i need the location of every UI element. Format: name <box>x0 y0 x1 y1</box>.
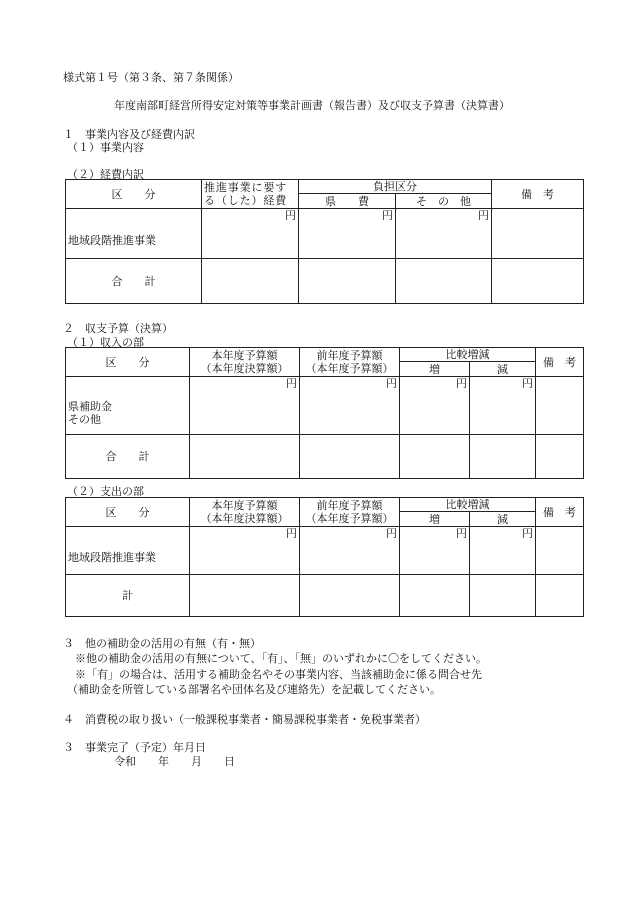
yen-cell: 円 <box>400 527 470 575</box>
yen-cell: 円 <box>299 209 396 259</box>
col-ken: 県 費 <box>299 194 396 209</box>
section3-note3: （補助金を所管している部署名や団体名及び連絡先）を記載してください。 <box>67 683 441 696</box>
total-label: 合 計 <box>66 259 202 304</box>
section5-heading: ３ 事業完了（予定）年月日 <box>63 741 206 754</box>
col-biko: 備 考 <box>536 348 584 377</box>
col-promo-cost: 推進事業に要する（した）経費 <box>202 180 299 209</box>
income-table <box>65 347 584 479</box>
empty-cell <box>470 435 536 479</box>
yen-cell: 円 <box>470 377 536 435</box>
col-this-line1: 本年度予算額 <box>211 499 278 512</box>
biko-cell <box>492 209 584 259</box>
yen-cell: 円 <box>300 527 400 575</box>
completion-date: 令和 年 月 日 <box>114 755 235 768</box>
biko-cell <box>536 527 584 575</box>
col-prev-line1: 前年度予算額 <box>316 349 383 362</box>
col-decrease: 減 <box>470 512 536 527</box>
row-label: 地域段階推進事業 <box>66 209 202 259</box>
col-biko: 備 考 <box>492 180 584 209</box>
empty-cell <box>470 575 536 617</box>
col-biko: 備 考 <box>536 498 584 527</box>
col-prev-line2: （本年度予算額） <box>305 362 394 375</box>
col-futan: 負担区分 <box>299 180 492 194</box>
col-increase: 増 <box>400 362 470 377</box>
col-compare: 比較増減 <box>400 498 536 512</box>
section3-note2: ※「有」の場合は、活用する補助金名やその事業内容、当該補助金に係る問合せ先 <box>75 668 482 681</box>
col-kubun: 区 分 <box>66 348 190 377</box>
col-prev-year <box>300 498 400 527</box>
section4-heading: ４ 消費税の取り扱い（一般課税事業者・簡易課税事業者・免税事業者） <box>63 713 426 726</box>
expense-table <box>65 497 584 617</box>
empty-cell <box>536 435 584 479</box>
yen-cell: 円 <box>400 377 470 435</box>
section1-sub2: （２）経費内訳 <box>67 168 144 181</box>
section3-note1: ※他の補助金の活用の有無について、「有」、「無」のいずれかに〇をしてください。 <box>75 652 488 665</box>
empty-cell <box>492 259 584 304</box>
col-prev-line1: 前年度予算額 <box>316 499 383 512</box>
section1-sub1: （１）事業内容 <box>67 141 144 154</box>
yen-cell: 円 <box>190 377 300 435</box>
yen-cell: 円 <box>190 527 300 575</box>
yen-cell: 円 <box>470 527 536 575</box>
expense-sub: （２）支出の部 <box>67 485 144 498</box>
col-decrease: 減 <box>470 362 536 377</box>
col-this-year <box>190 348 300 377</box>
col-this-year <box>190 498 300 527</box>
empty-cell <box>299 259 396 304</box>
total-label: 合 計 <box>66 435 190 479</box>
empty-cell <box>400 575 470 617</box>
empty-cell <box>190 435 300 479</box>
col-increase: 増 <box>400 512 470 527</box>
section2-heading: ２ 収支予算（決算） <box>63 322 173 335</box>
empty-cell <box>536 575 584 617</box>
col-this-line2: （本年度決算額） <box>200 512 289 525</box>
col-this-line2: （本年度決算額） <box>200 362 289 375</box>
yen-cell: 円 <box>396 209 492 259</box>
yen-cell: 円 <box>300 377 400 435</box>
income-sub: （１）収入の部 <box>67 336 144 349</box>
empty-cell <box>400 435 470 479</box>
biko-cell <box>536 377 584 435</box>
empty-cell <box>202 259 299 304</box>
form-number: 様式第１号（第３条、第７条関係） <box>63 71 239 84</box>
col-kubun: 区 分 <box>66 498 190 527</box>
section3-heading: ３ 他の補助金の活用の有無（有・無） <box>63 637 261 650</box>
empty-cell <box>396 259 492 304</box>
expense-row-label: 地域段階推進事業 <box>66 527 190 575</box>
col-prev-line2: （本年度予算額） <box>305 512 394 525</box>
col-kubun: 区 分 <box>66 180 202 209</box>
total-label: 計 <box>66 575 190 617</box>
expense-breakdown-table <box>65 179 584 304</box>
empty-cell <box>190 575 300 617</box>
section1-heading: １ 事業内容及び経費内訳 <box>63 128 195 141</box>
col-sonota: そ の 他 <box>396 194 492 209</box>
empty-cell <box>300 575 400 617</box>
document-title: 年度南部町経営所得安定対策等事業計画書（報告書）及び収支予算書（決算書） <box>114 99 510 112</box>
income-row-line2: その他 <box>68 412 101 426</box>
col-prev-year <box>300 348 400 377</box>
empty-cell <box>300 435 400 479</box>
yen-cell: 円 <box>202 209 299 259</box>
col-compare: 比較増減 <box>400 348 536 362</box>
income-row-label <box>66 377 190 435</box>
income-row-line1: 県補助金 <box>68 399 112 413</box>
col-this-line1: 本年度予算額 <box>211 349 278 362</box>
